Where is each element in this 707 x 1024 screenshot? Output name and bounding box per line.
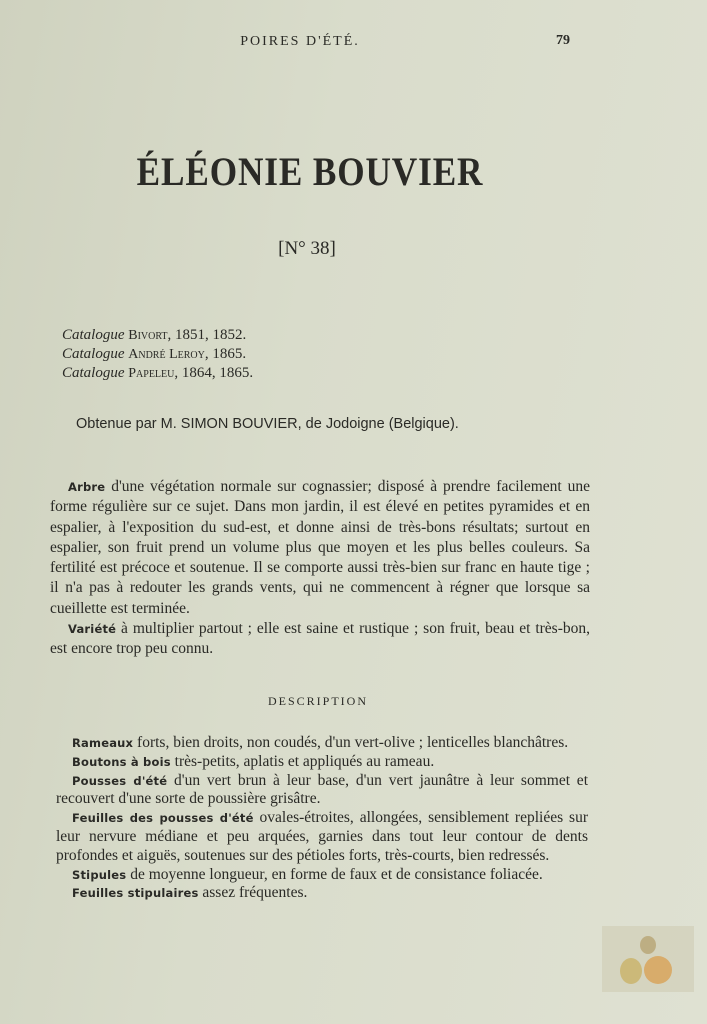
catalogue-years: , 1865. [204, 346, 247, 362]
catalogue-label: Catalogue [62, 365, 125, 381]
variety-number: [N° 38] [278, 238, 336, 259]
description-lead: Boutons à bois [72, 754, 171, 769]
catalogue-references [62, 326, 253, 383]
description-lead: Feuilles des pousses d'été [72, 811, 254, 826]
description-text: ovales-étroites, allongées, sensiblement repliées sur leur nervure médiane et peu arquées, garnies dans tout leur contour de dents profondes et aiguës, soutenues sur des pétioles forts, très-courts, bien redressés. [56, 809, 588, 864]
description-text: très-petits, aplatis et appliqués au rameau. [170, 752, 435, 770]
paragraph-lead: Arbre [68, 480, 106, 494]
catalogue-years: , 1864, 1865. [174, 365, 254, 381]
pear-shape [640, 936, 656, 954]
catalogue-label: Catalogue [62, 327, 125, 343]
description-lead: Rameaux [72, 736, 134, 750]
pear-shape [644, 956, 672, 984]
page-title: ÉLÉONIE BOUVIER [136, 149, 484, 194]
description-lead: Stipules [72, 867, 127, 882]
description-text: assez fréquentes. [198, 884, 308, 902]
paragraph [50, 619, 590, 660]
catalogue-label: Catalogue [62, 346, 125, 362]
paragraph-text: à multiplier partout ; elle est saine et rustique ; son fruit, beau et très-bon, est encore trop peu connu. [50, 620, 590, 658]
description-item [56, 772, 588, 810]
paragraph [50, 477, 590, 619]
description-text: de moyenne longueur, en forme de faux et de consistance foliacée. [126, 865, 543, 883]
description-item [56, 753, 588, 772]
description-heading: DESCRIPTION [267, 694, 368, 708]
description-item [56, 866, 588, 885]
paragraph-lead: Variété [68, 622, 117, 637]
description-item [56, 734, 588, 753]
description-text: d'un vert brun à leur base, d'un vert jaunâtre à leur sommet et recouvert d'une sorte de poussière grisâtre. [56, 771, 588, 808]
catalogue-line [62, 326, 253, 345]
page-number: 79 [556, 33, 570, 48]
paragraph-text: d'une végétation normale sur cognassier; disposé à prendre facilement une forme régulière sur ce sujet. Dans mon jardin, il est élevé en petites pyramides et en espalier, à l'exposition du sud-est, et donne ainsi de très-bons résultats; surtout en espalier, son fruit prend un volume plus que moyen et les plus belles couleurs. Sa fertilité est précoce et soutenue. Il se comporte aussi très-bien sur franc en haute tige ; il n'a pas à redouter les grands vents, qui ne commencent à régner que lorsque sa cueillette est terminée. [50, 478, 590, 617]
catalogue-line [62, 345, 253, 364]
catalogue-author: Bivort [128, 328, 168, 343]
description-item [56, 809, 588, 865]
origin-line: Obtenue par M. SIMON BOUVIER, de Jodoigne (Belgique). [76, 416, 459, 432]
description-item [56, 884, 588, 903]
catalogue-author: Papeleu [128, 366, 175, 381]
description-lead: Pousses d'été [72, 773, 168, 788]
catalogue-line [62, 364, 253, 383]
description-text: forts, bien droits, non coudés, d'un vert-olive ; lenticelles blanchâtres. [133, 734, 569, 751]
description-lead: Feuilles stipulaires [72, 886, 199, 901]
body-text [50, 477, 590, 660]
pear-shape [620, 958, 642, 984]
catalogue-years: , 1851, 1852. [167, 327, 247, 343]
description-list [56, 734, 588, 903]
fruit-thumbnail-image [602, 926, 694, 992]
catalogue-author: André Leroy [128, 347, 205, 362]
running-head: POIRES D'ÉTÉ. [240, 34, 360, 49]
